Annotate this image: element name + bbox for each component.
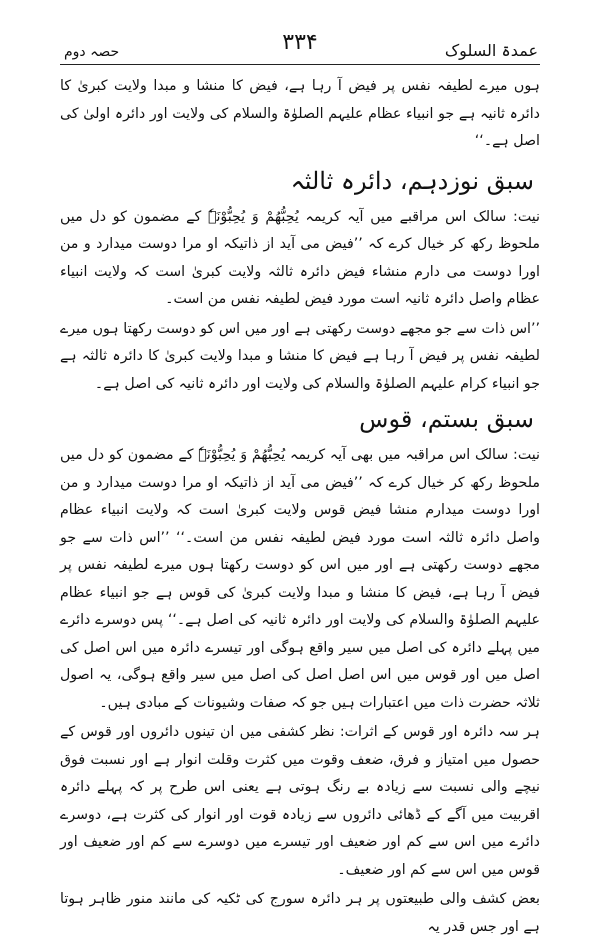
paragraph: نیت: سالک اس مراقبے میں آیہ کریمہ یُحِبُّھُمْ وَ یُحِبُّوْنَہٗ کے مضمون کو دل میں ملحوظ رکھ کر خیال کرے کہ ’’فیض می آید از ذاتیکہ او مرا دوست میدارد و من اورا دوست می دارم منشاء فیض دائرہ ثالثہ ولایت کبریٰ است کہ ولایت انبیاء عظام واصل دائرہ ثانیہ است مورد فیض لطیفہ نفس من است۔ [60, 208, 540, 307]
paragraph: ہوں میرے لطیفہ نفس پر فیض آ رہا ہے، فیض کا منشا و مبدا ولایت کبریٰ کا دائرہ ثانیہ ہے جو انبیاء عظام علیہم الصلوٰۃ والسلام کی ولایت اور دائرہ اولیٰ کی اصل ہے۔‘‘ [60, 78, 540, 149]
lesson-20-heading: سبق بستم، قوس [359, 405, 534, 433]
paragraph: ہر سہ دائرہ اور قوس کے اثرات: نظر کشفی میں ان تینوں دائروں اور قوس کے حصول میں امتیاز و فرق، ضعف وقوت میں کثرت وقلت انوار ہے اور نسبت فوق نیچے والی نسبت سے زیادہ بے رنگ ہوتی ہے یعنی اس طرح پر کہ پہلے دائرہ اقربیت میں آگے کے ڈھائی دائروں سے زیادہ قوت اور انوار کی کثرت ہے، دوسرے دائرے میں اس سے کم اور ضعیف اور تیسرے میں دوسرے سے کم اور ضعیف اور قوس میں اس سے کم اور ضعیف۔ [60, 724, 540, 878]
page-number: ۳۳۴ [282, 30, 318, 55]
paragraph: ’’اس ذات سے جو مجھے دوست رکھتی ہے اور میں اس کو دوست رکھتا ہوں میرے لطیفہ نفس پر فیض آ رہا ہے فیض کا منشا و مبدا ولایت کبریٰ کا دائرہ ثالثہ ہے جو انبیاء کرام علیہم الصلوٰۃ والسلام کی ولایت اور دائرہ ثانیہ کی اصل ہے۔ [60, 320, 540, 392]
page-content [60, 73, 540, 941]
paragraph: بعض کشف والی طبیعتوں پر ہر دائرہ سورج کی ٹکیہ کی مانند منور ظاہر ہوتا ہے اور جس قدر یہ [60, 891, 540, 935]
lesson-19-heading: سبق نوزدہم، دائرہ ثالثہ [290, 166, 534, 195]
page-header [60, 30, 540, 60]
book-title: عمدۃ السلوک [444, 41, 538, 60]
part-label: حصہ دوم [64, 44, 120, 60]
header-rule [60, 64, 540, 65]
paragraph: نیت: سالک اس مراقبہ میں بھی آیہ کریمہ یُحِبُّھُمْ وَ یُحِبُّوْنَہٗ کے مضمون کو دل میں ملحوظ رکھ کر خیال کرے کہ ’’فیض می آید از ذاتیکہ او مرا دوست میدارد و من اورا دوست میدارم منشا فیض قوس ولایت کبریٰ است کہ ولایت انبیاء عظام واصل دائرہ ثالثہ است مورد فیض لطیفہ نفس من است۔‘‘ ’’اس ذات سے جو مجھے دوست رکھتی ہے اور میں اس کو دوست رکھتا ہوں میرے لطیفہ نفس پر فیض آ رہا ہے، فیض کا منشا و مبدا ولایت کبریٰ کی قوس ہے جو انبیاء عظام علیہم الصلوٰۃ والسلام کی ولایت اور دائرہ ثانیہ کی اصل ہے۔‘‘ پس دوسرے دائرے میں پہلے دائرہ کی اصل میں سیر واقع ہوگی اور تیسرے دائرہ میں اس اصل کی اصل میں اور قوس میں اس اصل اصل کی اصل میں سیر واقع ہوگی، یہ اصول ثلاثہ حضرت ذات میں اعتبارات ہیں جو کہ صفات وشیونات کے مبادی ہیں۔ [60, 447, 540, 711]
